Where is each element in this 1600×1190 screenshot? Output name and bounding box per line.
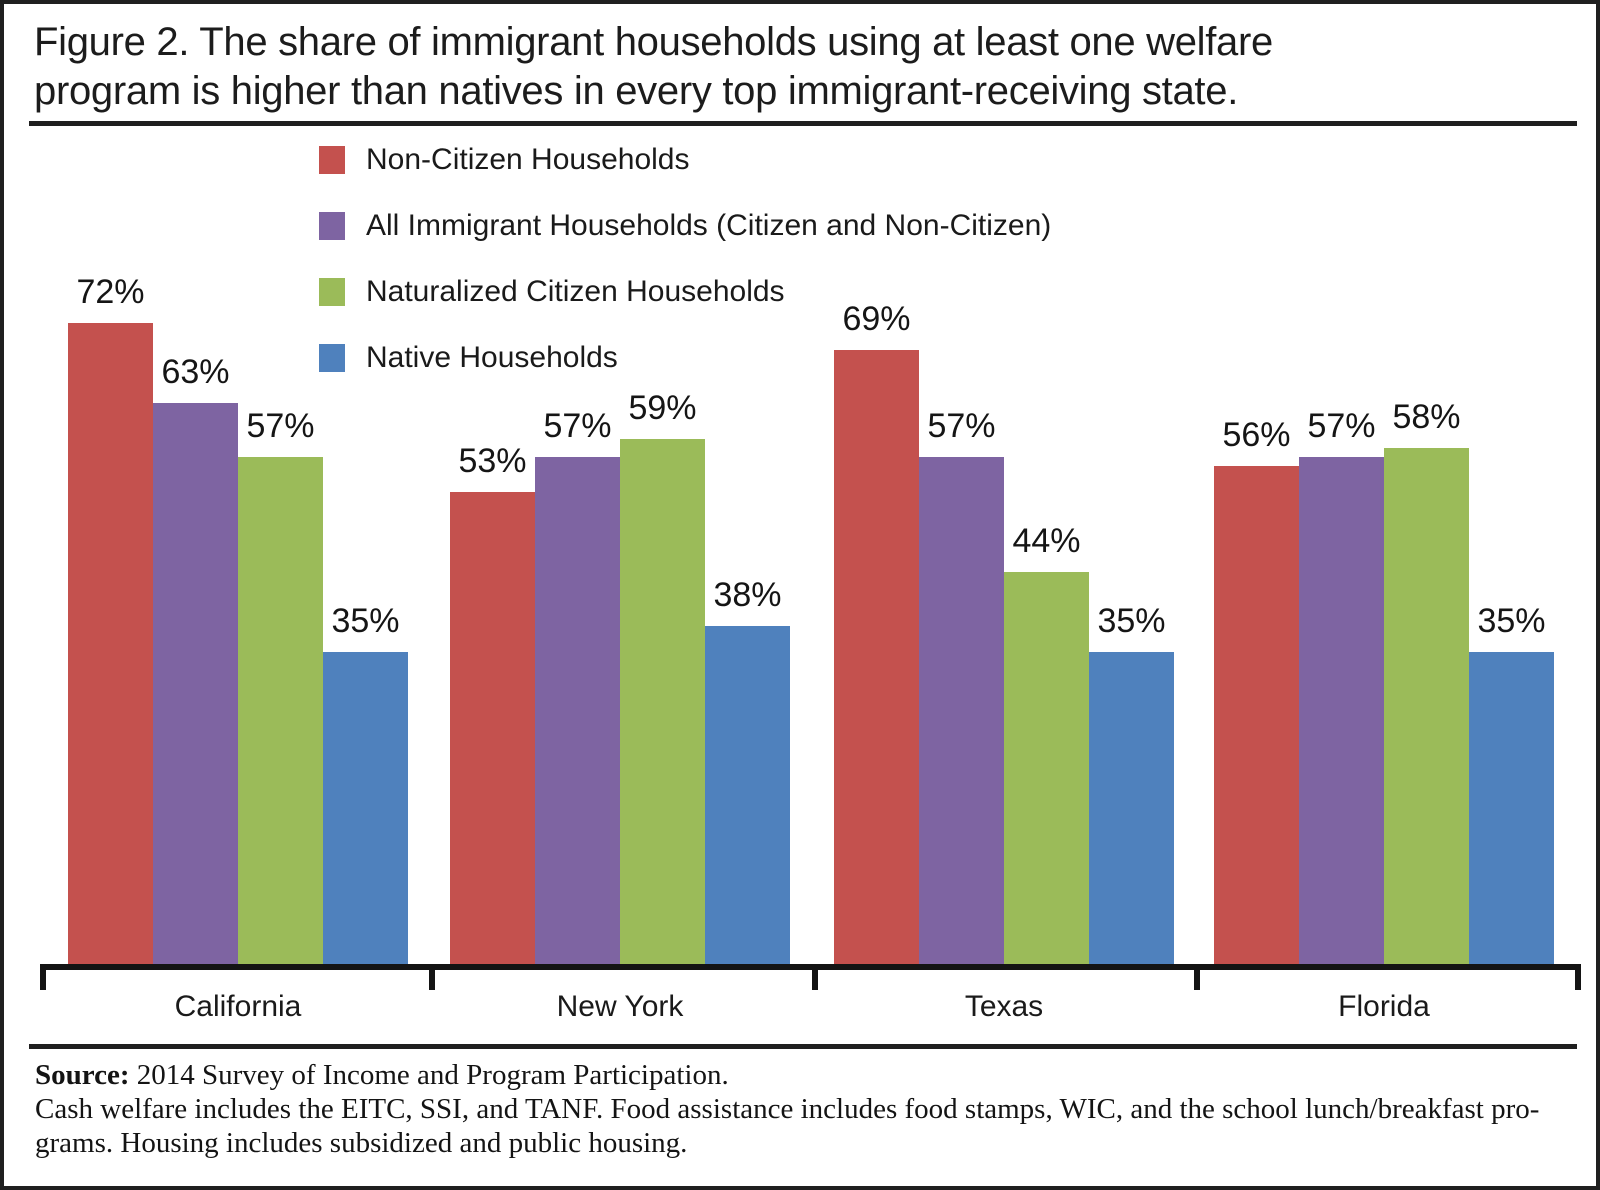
source-note xyxy=(35,1058,1576,1160)
figure-title-line-1: Figure 2. The share of immigrant households using at least one welfare xyxy=(34,20,1273,64)
legend-item xyxy=(319,275,785,308)
bar-new-york-series-2 xyxy=(535,457,620,964)
bar-value-label: 53% xyxy=(458,442,527,480)
legend-swatch xyxy=(319,146,345,174)
bar-florida-series-4 xyxy=(1469,652,1554,964)
x-axis-label-texas: Texas xyxy=(964,990,1044,1023)
source-label: Source: xyxy=(35,1059,130,1091)
legend-item xyxy=(319,341,618,374)
bar-new-york-series-4 xyxy=(705,626,790,964)
source-divider-rule xyxy=(29,1044,1577,1049)
bar-florida-series-3 xyxy=(1384,448,1469,964)
x-axis-tick xyxy=(429,964,435,990)
bar-value-label: 58% xyxy=(1392,398,1461,436)
bar-new-york-series-1 xyxy=(450,492,535,964)
bar-value-label: 56% xyxy=(1222,416,1291,454)
bar-value-label: 59% xyxy=(628,389,697,427)
x-axis-label-florida: Florida xyxy=(1338,990,1430,1023)
x-axis-label-new-york: New York xyxy=(556,990,684,1023)
legend-label: Non-Citizen Households xyxy=(366,143,690,176)
bar-california-series-4 xyxy=(323,652,408,964)
title-divider-rule xyxy=(29,121,1577,126)
legend-swatch xyxy=(319,212,345,240)
bar-california-series-2 xyxy=(153,403,238,964)
bar-value-label: 57% xyxy=(246,407,315,445)
bar-value-label: 57% xyxy=(927,407,996,445)
source-text: 2014 Survey of Income and Program Participation. xyxy=(129,1059,729,1091)
bar-value-label: 38% xyxy=(713,576,782,614)
bar-florida-series-1 xyxy=(1214,466,1299,964)
figure-title-line-2: program is higher than natives in every top immigrant-receiving state. xyxy=(34,69,1239,113)
legend-item xyxy=(319,143,690,176)
x-axis-line xyxy=(40,964,1581,970)
x-axis-tick xyxy=(1575,964,1581,990)
legend-label: Native Households xyxy=(366,341,618,374)
bar-value-label: 44% xyxy=(1012,522,1081,560)
x-axis-tick xyxy=(812,964,818,990)
bar-california-series-1 xyxy=(68,323,153,964)
legend-swatch xyxy=(319,344,345,372)
source-line-2: Cash welfare includes the EITC, SSI, and TANF. Food assistance includes food stamps, WIC, and the school lunch/breakfast pro- xyxy=(35,1093,1540,1125)
bar-value-label: 35% xyxy=(331,602,400,640)
bar-value-label: 57% xyxy=(543,407,612,445)
bar-value-label: 35% xyxy=(1097,602,1166,640)
bar-value-label: 57% xyxy=(1307,407,1376,445)
x-axis-label-california: California xyxy=(174,990,302,1023)
bar-new-york-series-3 xyxy=(620,439,705,964)
legend-label: Naturalized Citizen Households xyxy=(366,275,785,308)
bar-value-label: 72% xyxy=(76,273,145,311)
bar-california-series-3 xyxy=(238,457,323,964)
legend-swatch xyxy=(319,278,345,306)
figure-title xyxy=(34,18,1566,116)
source-line-1 xyxy=(35,1058,1576,1092)
bar-florida-series-2 xyxy=(1299,457,1384,964)
source-line-3: grams. Housing includes subsidized and public housing. xyxy=(35,1127,688,1159)
bar-value-label: 63% xyxy=(161,353,230,391)
legend-item xyxy=(319,209,1052,242)
bar-value-label: 35% xyxy=(1477,602,1546,640)
bar-texas-series-4 xyxy=(1089,652,1174,964)
x-axis-tick xyxy=(40,964,46,990)
x-axis-tick xyxy=(1194,964,1200,990)
legend-label: All Immigrant Households (Citizen and Non-Citizen) xyxy=(366,209,1052,242)
bar-value-label: 69% xyxy=(842,300,911,338)
